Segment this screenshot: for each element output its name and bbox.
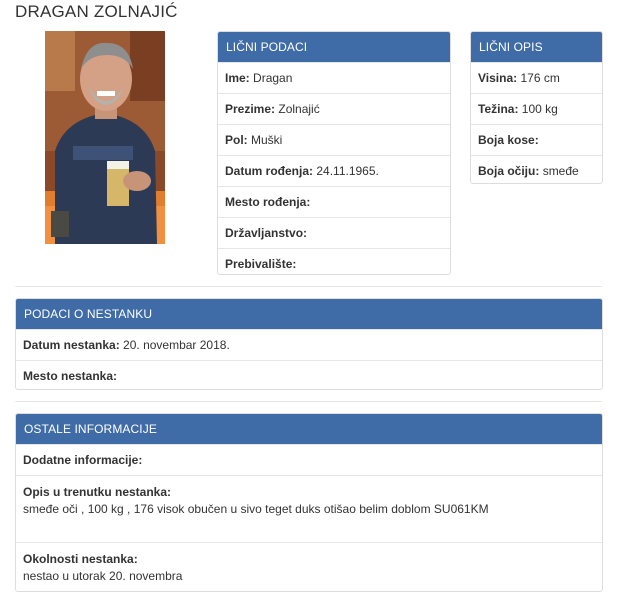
divider [15,401,602,402]
gender-row [218,124,450,155]
residence-row [218,248,450,275]
other-info-panel [15,413,603,592]
citizenship-row [218,217,450,248]
hair-color-row [471,124,602,155]
first-name-value: Dragan [253,71,293,85]
weight-value: 100 kg [521,102,558,116]
birth-place-row [218,186,450,217]
first-name-label: Ime: [225,71,250,85]
personal-data-heading: LIČNI PODACI [218,32,450,62]
citizenship-label: Državljanstvo: [225,226,308,240]
personal-description-heading: LIČNI OPIS [471,32,602,62]
height-row [471,62,602,93]
gender-value: Muški [251,133,283,147]
person-photo-image [45,31,165,244]
person-photo [45,31,165,244]
height-label: Visina: [478,71,518,85]
last-name-row [218,93,450,124]
residence-label: Prebivalište: [225,257,297,271]
person-name-title: DRAGAN ZOLNAJIĆ [15,2,178,21]
first-name-row [218,62,450,93]
eye-color-label: Boja očiju: [478,164,540,178]
hair-color-label: Boja kose: [478,133,539,147]
disappearance-heading: PODACI O NESTANKU [16,299,602,329]
gender-label: Pol: [225,133,248,147]
disappearance-place-label: Mesto nestanka: [23,369,118,383]
disappearance-panel [15,298,603,390]
last-name-value: Zolnajić [278,102,320,116]
description-at-disappearance-label: Opis u trenutku nestanka: [23,485,172,499]
last-name-label: Prezime: [225,102,276,116]
divider [15,286,602,287]
height-value: 176 cm [520,71,560,85]
additional-info-label: Dodatne informacije: [23,453,143,467]
disappearance-place-row [16,360,602,390]
description-at-disappearance-value: smeđe oči , 100 kg , 176 visok obučen u sivo teget duks otišao belim doblom SU061KM [23,502,489,516]
disappearance-date-value: 20. novembar 2018. [123,338,230,352]
circumstances-label: Okolnosti nestanka: [23,552,138,566]
disappearance-date-row [16,329,602,360]
circumstances-row [16,542,602,592]
eye-color-value: smeđe [542,164,579,178]
weight-row [471,93,602,124]
circumstances-value: nestao u utorak 20. novembra [23,569,183,583]
personal-data-panel [217,31,451,275]
additional-info-row [16,444,602,475]
birth-place-label: Mesto rođenja: [225,195,311,209]
birth-date-label: Datum rođenja: [225,164,314,178]
personal-description-panel [470,31,603,184]
disappearance-date-label: Datum nestanka: [23,338,120,352]
eye-color-row [471,155,602,184]
description-at-disappearance-row [16,475,602,542]
weight-label: Težina: [478,102,519,116]
birth-date-row [218,155,450,186]
birth-date-value: 24.11.1965. [316,164,379,178]
other-info-heading: OSTALE INFORMACIJE [16,414,602,444]
